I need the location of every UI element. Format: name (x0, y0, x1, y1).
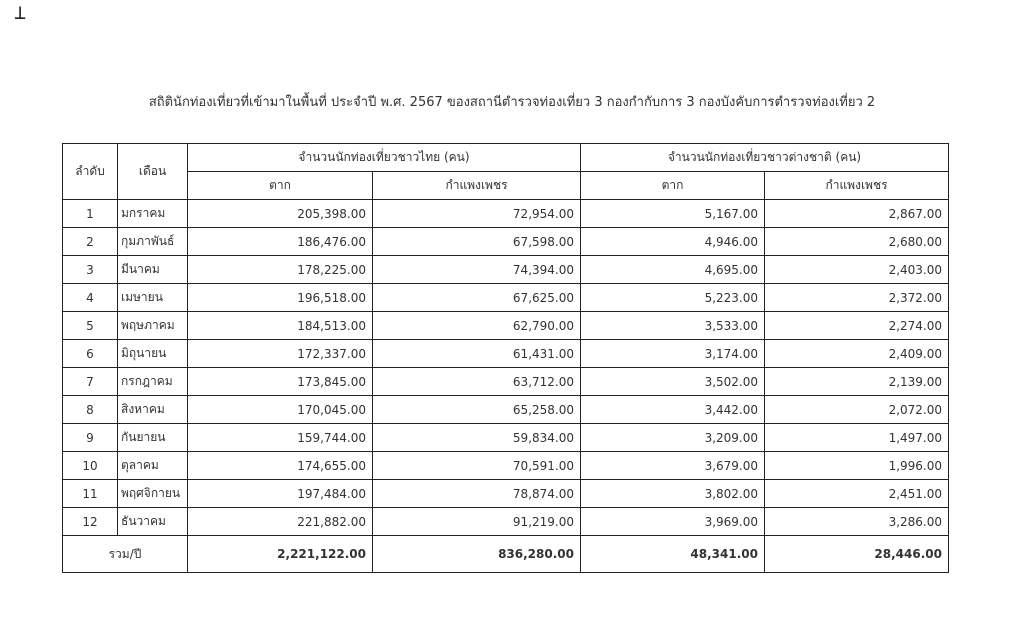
foreign-kamphaeng-phet-value: 1,996.00 (765, 452, 949, 480)
thai-kamphaeng-phet-value: 78,874.00 (373, 480, 581, 508)
thai-tak-value: 170,045.00 (188, 396, 373, 424)
foreign-tak-value: 3,174.00 (581, 340, 765, 368)
subheader-thai-kamphaeng-phet: กำแพงเพชร (373, 172, 581, 200)
total-thai-tak-value: 2,221,122.00 (188, 536, 373, 573)
thai-tak-value: 221,882.00 (188, 508, 373, 536)
table-row (63, 340, 949, 368)
foreign-tak-value: 3,802.00 (581, 480, 765, 508)
thai-tak-value: 159,744.00 (188, 424, 373, 452)
thai-kamphaeng-phet-value: 61,431.00 (373, 340, 581, 368)
thai-tak-value: 184,513.00 (188, 312, 373, 340)
row-month: มิถุนายน (118, 340, 188, 368)
foreign-kamphaeng-phet-value: 3,286.00 (765, 508, 949, 536)
subheader-thai-tak: ตาก (188, 172, 373, 200)
thai-tak-value: 197,484.00 (188, 480, 373, 508)
row-month: ธันวาคม (118, 508, 188, 536)
foreign-tak-value: 3,502.00 (581, 368, 765, 396)
foreign-kamphaeng-phet-value: 2,680.00 (765, 228, 949, 256)
row-index: 8 (63, 396, 118, 424)
header-thai-tourists: จำนวนนักท่องเที่ยวชาวไทย (คน) (188, 144, 581, 172)
header-foreign-tourists: จำนวนนักท่องเที่ยวชาวต่างชาติ (คน) (581, 144, 949, 172)
thai-kamphaeng-phet-value: 72,954.00 (373, 200, 581, 228)
header-index: ลำดับ (63, 144, 118, 200)
row-index: 9 (63, 424, 118, 452)
table-row (63, 284, 949, 312)
row-month: มีนาคม (118, 256, 188, 284)
total-row (63, 536, 949, 573)
foreign-tak-value: 3,969.00 (581, 508, 765, 536)
text-cursor-icon: ⊥ (14, 0, 27, 24)
row-month: กุมภาพันธ์ (118, 228, 188, 256)
thai-kamphaeng-phet-value: 91,219.00 (373, 508, 581, 536)
row-index: 7 (63, 368, 118, 396)
thai-kamphaeng-phet-value: 63,712.00 (373, 368, 581, 396)
foreign-tak-value: 3,679.00 (581, 452, 765, 480)
foreign-kamphaeng-phet-value: 2,867.00 (765, 200, 949, 228)
foreign-kamphaeng-phet-value: 2,274.00 (765, 312, 949, 340)
foreign-tak-value: 5,223.00 (581, 284, 765, 312)
foreign-kamphaeng-phet-value: 2,072.00 (765, 396, 949, 424)
row-index: 2 (63, 228, 118, 256)
row-month: สิงหาคม (118, 396, 188, 424)
thai-tak-value: 178,225.00 (188, 256, 373, 284)
table-row (63, 480, 949, 508)
header-month: เดือน (118, 144, 188, 200)
foreign-tak-value: 4,695.00 (581, 256, 765, 284)
row-month: พฤษภาคม (118, 312, 188, 340)
thai-tak-value: 174,655.00 (188, 452, 373, 480)
foreign-kamphaeng-phet-value: 1,497.00 (765, 424, 949, 452)
thai-kamphaeng-phet-value: 70,591.00 (373, 452, 581, 480)
thai-tak-value: 205,398.00 (188, 200, 373, 228)
thai-kamphaeng-phet-value: 65,258.00 (373, 396, 581, 424)
table-row (63, 396, 949, 424)
thai-tak-value: 173,845.00 (188, 368, 373, 396)
table-row (63, 312, 949, 340)
foreign-kamphaeng-phet-value: 2,372.00 (765, 284, 949, 312)
thai-kamphaeng-phet-value: 67,598.00 (373, 228, 581, 256)
total-foreign-tak-value: 48,341.00 (581, 536, 765, 573)
table-row (63, 228, 949, 256)
foreign-kamphaeng-phet-value: 2,409.00 (765, 340, 949, 368)
thai-kamphaeng-phet-value: 67,625.00 (373, 284, 581, 312)
thai-tak-value: 186,476.00 (188, 228, 373, 256)
header-row (63, 144, 949, 172)
subheader-row (63, 172, 949, 200)
thai-kamphaeng-phet-value: 59,834.00 (373, 424, 581, 452)
row-index: 6 (63, 340, 118, 368)
foreign-tak-value: 3,442.00 (581, 396, 765, 424)
row-index: 5 (63, 312, 118, 340)
row-month: มกราคม (118, 200, 188, 228)
foreign-kamphaeng-phet-value: 2,139.00 (765, 368, 949, 396)
row-index: 4 (63, 284, 118, 312)
subheader-foreign-tak: ตาก (581, 172, 765, 200)
row-month: ตุลาคม (118, 452, 188, 480)
row-index: 10 (63, 452, 118, 480)
row-month: พฤศจิกายน (118, 480, 188, 508)
row-month: กรกฎาคม (118, 368, 188, 396)
table-row (63, 508, 949, 536)
table-row (63, 368, 949, 396)
row-index: 12 (63, 508, 118, 536)
foreign-tak-value: 3,209.00 (581, 424, 765, 452)
table-row (63, 256, 949, 284)
total-label: รวม/ปี (63, 536, 188, 573)
foreign-tak-value: 3,533.00 (581, 312, 765, 340)
foreign-tak-value: 5,167.00 (581, 200, 765, 228)
row-month: เมษายน (118, 284, 188, 312)
subheader-foreign-kamphaeng-phet: กำแพงเพชร (765, 172, 949, 200)
table-row (63, 424, 949, 452)
tourist-statistics-table (62, 143, 949, 573)
row-index: 11 (63, 480, 118, 508)
row-index: 3 (63, 256, 118, 284)
thai-kamphaeng-phet-value: 62,790.00 (373, 312, 581, 340)
foreign-kamphaeng-phet-value: 2,451.00 (765, 480, 949, 508)
document-title: สถิตินักท่องเที่ยวที่เข้ามาในพื้นที่ ประจำปี พ.ศ. 2567 ของสถานีตำรวจท่องเที่ยว 3 กองกำกับการ 3 กองบังคับการตำรวจท่องเที่ยว 2 (148, 95, 876, 110)
row-month: กันยายน (118, 424, 188, 452)
thai-kamphaeng-phet-value: 74,394.00 (373, 256, 581, 284)
thai-tak-value: 172,337.00 (188, 340, 373, 368)
foreign-tak-value: 4,946.00 (581, 228, 765, 256)
total-thai-kamphaeng-phet-value: 836,280.00 (373, 536, 581, 573)
thai-tak-value: 196,518.00 (188, 284, 373, 312)
total-foreign-kamphaeng-phet-value: 28,446.00 (765, 536, 949, 573)
foreign-kamphaeng-phet-value: 2,403.00 (765, 256, 949, 284)
row-index: 1 (63, 200, 118, 228)
table-row (63, 200, 949, 228)
table-row (63, 452, 949, 480)
